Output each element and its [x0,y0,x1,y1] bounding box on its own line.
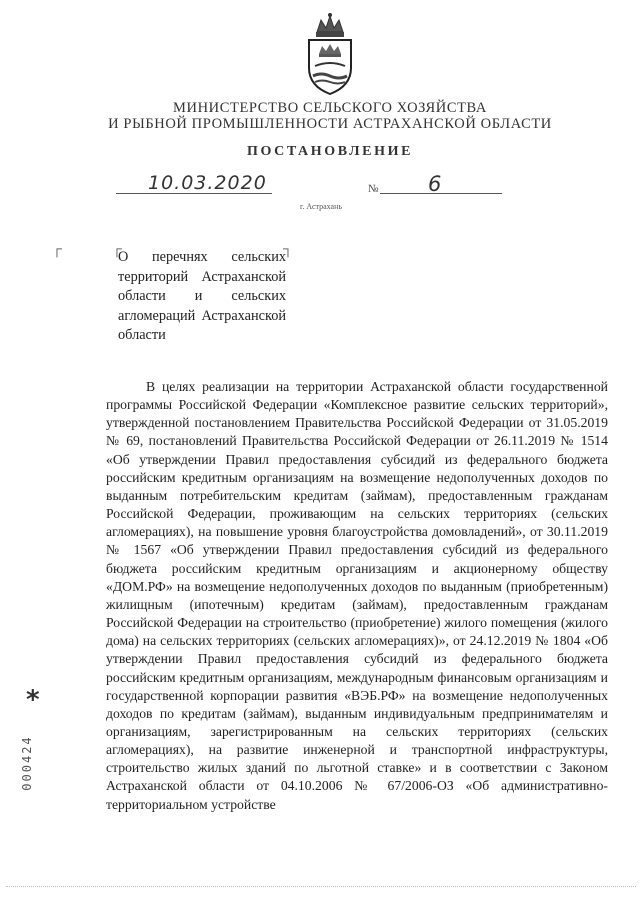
ministry-line-1: МИНИСТЕРСТВО СЕЛЬСКОГО ХОЗЯЙСТВА [173,100,487,116]
corner-mark-subject-left: ┌ [112,242,122,257]
margin-serial-number: 000424 [20,735,34,791]
astrakhan-coat-of-arms-icon [297,10,363,96]
corner-mark-subject-right: ┐ [283,242,293,257]
margin-star-mark: * [26,685,40,715]
document-number: 6 [428,172,442,196]
document-type-title: ПОСТАНОВЛЕНИЕ [246,144,414,159]
document-date: 10.03.2020 [148,172,267,194]
ministry-name [60,100,600,132]
number-label: № [368,183,379,195]
corner-mark-left-margin: ┌ [52,242,62,257]
ministry-line-2: И РЫБНОЙ ПРОМЫШЛЕННОСТИ АСТРАХАНСКОЙ ОБЛАСТИ [108,116,552,132]
document-subject: О перечнях сельских территорий Астраханской области и сельских агломераций Астраханской области [118,249,286,343]
body-paragraph: В целях реализации на территории Астраханской области государственной программы Российской Федерации «Комплексное развитие сельских территорий», утвержденной постановлением Правительства Российской Федерации от 31.05.2019 № 69, постановлений Правительства Российской Федерации от 26.11.2019 № 1514 «Об утверждении Правил предоставления субсидий из федерального бюджета российским кредитным организациям на возмещение недополученных доходов по выданным потребительским кредитам (займам), предоставленным гражданам Российской Федерации, проживающим на сельских территориях (сельских агломерациях), на повышение уровня благоустройства домовладений», от 30.11.2019 № 1567 «Об утверждении Правил предоставления субсидий из федерального бюджета российским кредитным организациям и акционерному обществу «ДОМ.РФ» на возмещение недополученных доходов по выданным (приобретенным) жилищным (ипотечным) кредитам (займам), предоставленным гражданам Российской Федерации на строительство (приобретение) жилого помещения (жилого дома) на сельских территориях (сельских агломерациях)», от 24.12.2019 № 1804 «Об утверждении Правил предоставления субсидий из федерального бюджета российским кредитным организациям, международным финансовым организациям и государственной корпорации развития «ВЭБ.РФ» на возмещение недополученных доходов по кредитам (займам), выданным индивидуальным предпринимателям и организациям, зарегистрированным на сельских территориях (сельских агломерациях), на развитие инженерной и транспортной инфраструктуры, строительство жилых зданий по льготной ставке» и в соответствии с Законом Астраханской области от 04.10.2006 № 67/2006-ОЗ «Об административно-территориальном устройстве [106,379,608,812]
bottom-scan-edge [6,886,636,887]
city-label: г. Астрахань [300,202,343,211]
